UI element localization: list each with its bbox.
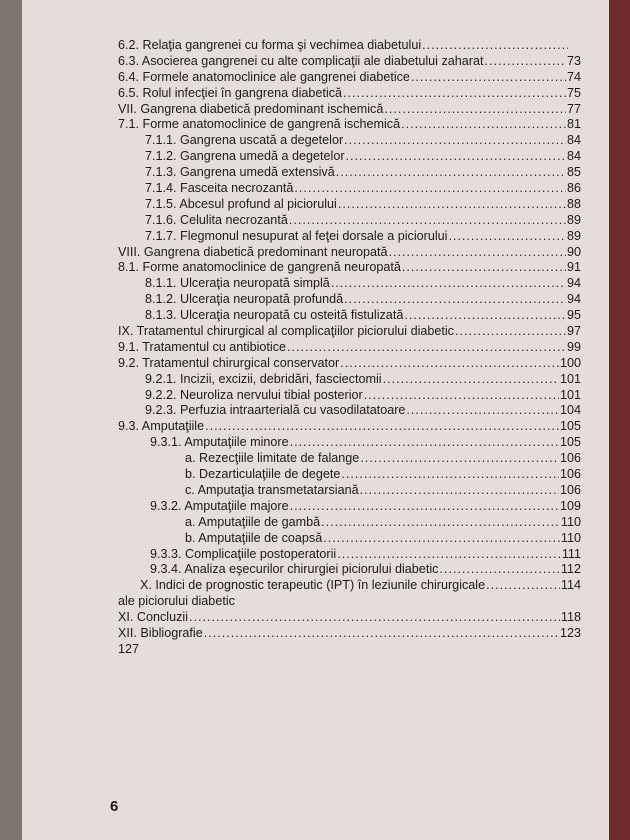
toc-leader-dots (344, 133, 566, 149)
toc-entry-title: c. Amputaţia transmetatarsiană (185, 482, 359, 497)
toc-row (22, 70, 609, 86)
toc-entry-title: b. Amputaţiile de coapsă (185, 530, 323, 545)
toc-leader-dots (340, 356, 559, 372)
toc-row (22, 245, 609, 261)
toc-row (22, 356, 609, 372)
toc-entry (150, 562, 581, 578)
toc-entry (118, 340, 581, 356)
toc-entry (185, 451, 581, 467)
toc-entry (150, 547, 581, 563)
toc-entry (185, 467, 581, 483)
toc-row (22, 86, 609, 102)
toc-leader-dots (290, 435, 559, 451)
toc-entry (185, 531, 581, 547)
toc-row (22, 372, 609, 388)
toc-row (22, 578, 609, 594)
toc-entry-title: 8.1.2. Ulceraţia neuropată profundă (145, 292, 344, 307)
toc-row (22, 292, 609, 308)
toc-entry-title: 6.4. Formele anatomoclinice ale gangrenei diabetice (118, 69, 410, 84)
toc-row (22, 260, 609, 276)
toc-page-number: 90 (566, 244, 581, 259)
toc-row (22, 388, 609, 404)
toc-leader-dots (337, 547, 561, 563)
toc-row (22, 467, 609, 483)
toc-entry (145, 213, 581, 229)
toc-page-number: 110 (560, 530, 581, 545)
toc-page-number: 105 (559, 419, 581, 434)
toc-page-number: 75 (566, 85, 581, 100)
toc-leader-dots (404, 308, 566, 324)
toc-leader-dots (448, 229, 566, 245)
toc-entry-title: XII. Bibliografie (118, 625, 203, 640)
toc-page-number: 106 (559, 451, 581, 466)
toc-entry-title: 9.3.4. Analiza eşecurilor chirurgiei piciorului diabetic (150, 562, 439, 577)
toc-leader-dots (204, 626, 559, 642)
toc-entry (145, 388, 581, 404)
toc-entry (118, 117, 581, 133)
toc-leader-dots (360, 451, 559, 467)
toc-entry (145, 229, 581, 245)
toc-page-number: 110 (560, 514, 581, 529)
toc-leader-dots (364, 388, 559, 404)
toc-leader-dots (406, 403, 559, 419)
toc-page-number: 106 (559, 482, 581, 497)
toc-leader-dots (360, 483, 559, 499)
toc-page-number: 114 (560, 578, 581, 593)
toc-entry-title: 9.2.2. Neuroliza nervului tibial posterior (145, 387, 363, 402)
toc-entry-title: 7.1.6. Celulita necrozantă (145, 212, 288, 227)
toc-row (22, 324, 609, 340)
toc-entry-title: 7.1.1. Gangrena uscată a degetelor (145, 133, 344, 148)
toc-page-number: 73 (566, 53, 581, 68)
toc-entry (145, 372, 581, 388)
toc-entry (145, 133, 581, 149)
toc-entry (140, 578, 581, 594)
toc-leader-dots (331, 276, 566, 292)
toc-row (22, 642, 609, 658)
toc-entry (118, 102, 581, 118)
toc-row (22, 197, 609, 213)
toc-row (22, 435, 609, 451)
toc-entry (145, 308, 581, 324)
toc-row (22, 213, 609, 229)
book-page (22, 0, 609, 840)
toc-entry-title: 7.1.7. Flegmonul nesupurat al feţei dorsale a piciorului (145, 228, 448, 243)
toc-entry (118, 86, 581, 102)
toc-row (22, 499, 609, 515)
toc-leader-dots (343, 86, 566, 102)
toc-entry (145, 403, 581, 419)
toc-entry (118, 70, 581, 86)
toc-entry (185, 515, 581, 531)
toc-row (22, 483, 609, 499)
toc-leader-dots (402, 260, 566, 276)
toc-page-number: 88 (566, 196, 581, 211)
toc-entry-title: VIII. Gangrena diabetică predominant neuropată (118, 244, 388, 259)
toc-row (22, 451, 609, 467)
toc-entry (118, 356, 581, 372)
toc-row (22, 54, 609, 70)
toc-entry-title: 9.3.2. Amputaţiile majore (150, 498, 289, 513)
toc-entry (118, 260, 581, 276)
toc-leader-dots (346, 149, 566, 165)
toc-leader-dots (455, 324, 566, 340)
toc-entry (145, 165, 581, 181)
toc-entry (145, 276, 581, 292)
toc-row (22, 229, 609, 245)
toc-page-number: 111 (561, 546, 581, 561)
toc-entry (145, 149, 581, 165)
toc-entry (145, 292, 581, 308)
page-number: 6 (110, 798, 119, 815)
toc-leader-dots (287, 340, 566, 356)
toc-leader-dots (484, 54, 566, 70)
toc-leader-dots (384, 102, 566, 118)
toc-entry (150, 499, 581, 515)
toc-row (22, 403, 609, 419)
toc-entry-title: 8.1. Forme anatomoclinice de gangrenă neuropată (118, 260, 401, 275)
toc-leader-dots (290, 499, 559, 515)
toc-row (22, 562, 609, 578)
toc-leader-dots (323, 531, 560, 547)
toc-leader-dots (344, 292, 566, 308)
toc-entry-title: 6.5. Rolul infecţiei în gangrena diabetică (118, 85, 343, 100)
toc-entry (145, 197, 581, 213)
toc-entry-title: a. Rezecţiile limitate de falange (185, 451, 360, 466)
toc-page-number: 81 (566, 117, 581, 132)
toc-page-number: 112 (560, 562, 581, 577)
toc-entry-title: 7.1.3. Gangrena umedă extensivă (145, 165, 335, 180)
toc-row (22, 531, 609, 547)
book-edge-left (0, 0, 24, 840)
toc-leader-dots (336, 165, 566, 181)
toc-page-number: 100 (559, 355, 581, 370)
toc-entry-title: 9.3. Amputaţiile (118, 419, 205, 434)
toc-leader-dots (411, 70, 566, 86)
toc-page-number: 97 (566, 324, 581, 339)
toc-page-number: 94 (566, 276, 581, 291)
toc-leader-dots (389, 245, 566, 261)
toc-entry-title: X. Indici de prognostic terapeutic (IPT) în leziunile chirurgicale (140, 578, 486, 593)
toc-row (22, 149, 609, 165)
toc-leader-dots (383, 372, 559, 388)
toc-row (22, 515, 609, 531)
toc-leader-dots (289, 213, 566, 229)
toc-entry-title: VII. Gangrena diabetică predominant ischemică (118, 101, 384, 116)
toc-page-number: 95 (566, 308, 581, 323)
book-cover-edge (606, 0, 630, 840)
toc-page-number: 77 (566, 101, 581, 116)
toc-page-number: 91 (566, 260, 581, 275)
toc-row (22, 133, 609, 149)
toc-entry-title: ale piciorului diabetic (118, 594, 235, 609)
toc-page-number: 86 (566, 181, 581, 196)
toc-entry (118, 245, 581, 261)
toc-leader-dots (439, 562, 560, 578)
toc-entry-title: 9.3.1. Amputaţiile minore (150, 435, 289, 450)
toc-leader-dots (321, 515, 560, 531)
toc-entry-title: 9.3.3. Complicaţiile postoperatorii (150, 546, 337, 561)
toc-entry (118, 38, 581, 54)
toc-entry-title: 9.2.3. Perfuzia intraarterială cu vasodilatatoare (145, 403, 406, 418)
toc-page-number: 89 (566, 228, 581, 243)
toc-entry-title: XI. Concluzii (118, 610, 188, 625)
toc-page-number: 85 (566, 165, 581, 180)
toc-entry-title: 7.1.2. Gangrena umedă a degetelor (145, 149, 345, 164)
toc-page-number: 74 (566, 69, 581, 84)
toc-page-number: 84 (566, 149, 581, 164)
toc-entry-title: 8.1.3. Ulceraţia neuropată cu osteită fistulizată (145, 308, 404, 323)
table-of-contents (22, 38, 609, 658)
toc-row (22, 594, 609, 610)
toc-entry (185, 483, 581, 499)
toc-page-number: 99 (566, 339, 581, 354)
toc-leader-dots (422, 38, 568, 54)
toc-row (22, 308, 609, 324)
toc-row (22, 547, 609, 563)
toc-page-number: 94 (566, 292, 581, 307)
toc-entry-title: IX. Tratamentul chirurgical al complicaţiilor piciorului diabetic (118, 324, 454, 339)
toc-row (22, 38, 609, 54)
toc-entry (118, 642, 581, 658)
toc-entry-title: a. Amputaţiile de gambă (185, 514, 321, 529)
toc-page-number: 84 (566, 133, 581, 148)
toc-row (22, 165, 609, 181)
toc-row (22, 340, 609, 356)
toc-leader-dots (189, 610, 560, 626)
toc-page-number: 109 (559, 498, 581, 513)
toc-row (22, 181, 609, 197)
toc-row (22, 419, 609, 435)
toc-entry-title: 7.1. Forme anatomoclinice de gangrenă ischemică (118, 117, 401, 132)
toc-leader-dots (341, 467, 559, 483)
toc-row (22, 102, 609, 118)
toc-leader-dots (205, 419, 559, 435)
toc-page-number: 106 (559, 467, 581, 482)
toc-entry (118, 54, 581, 70)
toc-page-number: 118 (560, 610, 581, 625)
toc-row (22, 117, 609, 133)
toc-page-number: 127 (118, 641, 140, 656)
toc-entry-title: 9.2.1. Incizii, excizii, debridări, fasciectomii (145, 371, 382, 386)
toc-page-number: 123 (559, 625, 581, 640)
toc-entry-title: 6.2. Relaţia gangrenei cu forma şi vechimea diabetului (118, 38, 422, 52)
toc-entry-title: b. Dezarticulaţiile de degete (185, 467, 341, 482)
toc-page-number: 104 (559, 403, 581, 418)
toc-page-number: 89 (566, 212, 581, 227)
toc-entry (118, 626, 581, 642)
toc-leader-dots (338, 197, 566, 213)
toc-leader-dots (401, 117, 566, 133)
toc-entry (150, 435, 581, 451)
toc-entry-title: 9.1. Tratamentul cu antibiotice (118, 339, 287, 354)
toc-entry-title: 6.3. Asocierea gangrenei cu alte complicaţii ale diabetului zaharat (118, 53, 484, 68)
toc-page-number: 105 (559, 435, 581, 450)
toc-entry (118, 594, 581, 610)
toc-entry-title: 9.2. Tratamentul chirurgical conservator (118, 355, 340, 370)
toc-leader-dots (294, 181, 566, 197)
toc-row (22, 610, 609, 626)
toc-entry (145, 181, 581, 197)
toc-entry (118, 324, 581, 340)
toc-entry (118, 419, 581, 435)
toc-entry-title: 7.1.5. Abcesul profund al piciorului (145, 196, 337, 211)
toc-entry (118, 610, 581, 626)
toc-row (22, 626, 609, 642)
toc-page-number: 101 (559, 387, 581, 402)
toc-entry-title: 8.1.1. Ulceraţia neuropată simplă (145, 276, 330, 291)
toc-leader-dots (486, 578, 560, 594)
toc-entry-title: 7.1.4. Fasceita necrozantă (145, 181, 294, 196)
toc-page-number: 101 (559, 371, 581, 386)
toc-row (22, 276, 609, 292)
